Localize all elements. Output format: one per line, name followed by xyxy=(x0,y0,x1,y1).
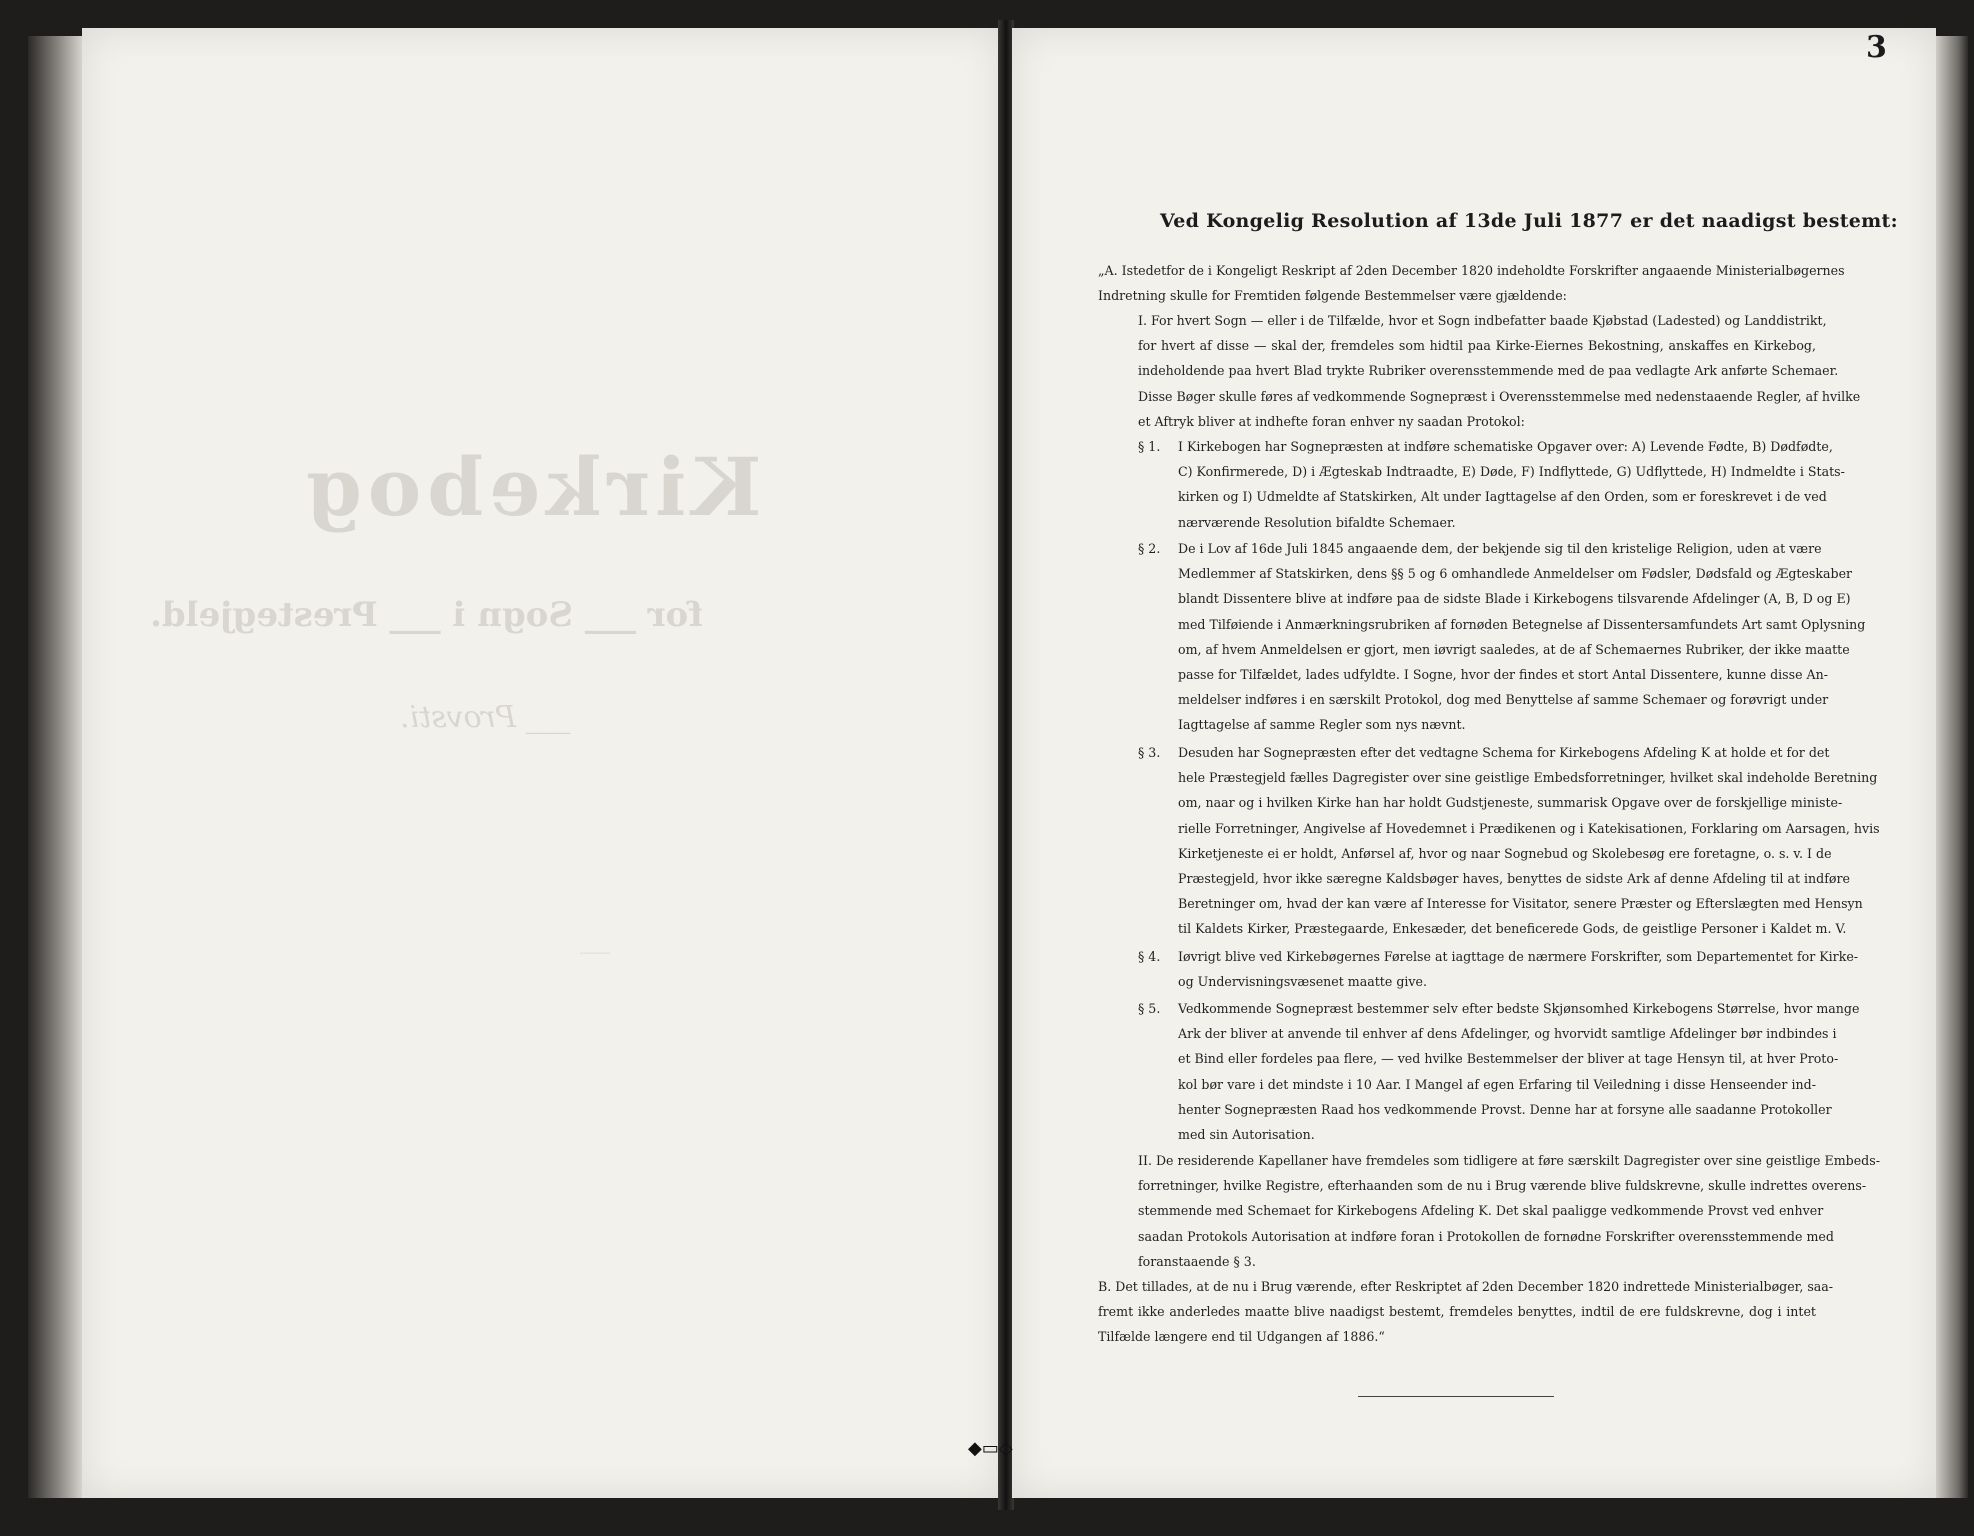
text-line: Præstegjeld, hvor ikke særegne Kaldsbøger haves, benyttes de sidste Ark af denne Afdeling til at indføre xyxy=(1178,870,1850,886)
text-line: nærværende Resolution bifaldte Schemaer. xyxy=(1178,514,1456,530)
bleed-through-line: ___ xyxy=(580,930,610,954)
left-page-edge xyxy=(28,36,82,1498)
paragraph-3 xyxy=(1178,740,1880,942)
text-line: Indretning skulle for Fremtiden følgende Bestemmelser være gjældende: xyxy=(1098,288,1567,304)
text-line: Tilfælde længere end til Udgangen af 1886.“ xyxy=(1098,1329,1385,1345)
text-line: til Kaldets Kirker, Præstegaarde, Enkesæder, det beneficerede Gods, de geistlige Personer i Kaldet m. V. xyxy=(1178,921,1847,937)
page-number: 3 xyxy=(1866,30,1887,65)
text-line: „A. Istedetfor de i Kongeligt Reskript af 2den December 1820 indeholdte Forskrifter angaaende Ministerialbøgernes xyxy=(1098,263,1845,278)
section-ii xyxy=(1138,1148,1880,1274)
text-line: meldelser indføres i en særskilt Protokol, dog med Benyttelse af samme Schemaer og forøvrigt under xyxy=(1178,692,1829,708)
binding-mark-icon: ◆▭◇ xyxy=(968,1438,1013,1459)
section-i xyxy=(1138,308,1861,434)
paragraph-label: § 3. xyxy=(1138,745,1161,760)
text-line: rielle Forretninger, Angivelse af Hovedemnet i Prædikenen og i Katekisationen, Forklaring om Aarsagen, hvis xyxy=(1178,820,1880,836)
text-line: Desuden har Sognepræsten efter det vedtagne Schema for Kirkebogens Afdeling K at holde et for det xyxy=(1178,745,1830,760)
text-line: om, af hvem Anmeldelsen er gjort, men iøvrigt saaledes, at de af Schemaernes Rubriker, der ikke maatte xyxy=(1178,641,1850,657)
text-line: Vedkommende Sognepræst bestemmer selv efter bedste Skjønsomhed Kirkebogens Størrelse, hvor mange xyxy=(1178,1001,1860,1016)
closing-rule xyxy=(1358,1396,1554,1397)
text-line: hele Præstegjeld fælles Dagregister over sine geistlige Embedsforretninger, hvilket skal indeholde Beretning xyxy=(1178,770,1878,786)
text-line: Iagttagelse af samme Regler som nys nævnt. xyxy=(1178,717,1466,733)
bleed-through-line: for ___ Sogn i ___ Prestegjeld. xyxy=(150,595,703,635)
left-page xyxy=(82,28,1002,1498)
text-line: Disse Bøger skulle føres af vedkommende Sognepræst i Overensstemmelse med nedenstaaende Regler, af hvilke xyxy=(1138,388,1861,404)
bleed-through-line: ___ Provsti. xyxy=(400,700,571,735)
text-line: foranstaaende § 3. xyxy=(1138,1253,1256,1269)
text-line: blandt Dissentere blive at indføre paa de sidste Blade i Kirkebogens tilsvarende Afdelinger (A, B, D og E) xyxy=(1178,591,1851,607)
text-line: med sin Autorisation. xyxy=(1178,1126,1315,1142)
paragraph-label: § 5. xyxy=(1138,1001,1161,1016)
text-line: B. Det tillades, at de nu i Brug værende, efter Reskriptet af 2den December 1820 indrettede Ministerialbøger, saa- xyxy=(1098,1279,1834,1294)
text-line: Medlemmer af Statskirken, dens §§ 5 og 6 omhandlede Anmeldelser om Fødsler, Dødsfald og Ægteskaber xyxy=(1178,566,1853,582)
text-line: et Bind eller fordeles paa flere, — ved hvilke Bestemmelser der bliver at tage Hensyn til, at hver Proto- xyxy=(1178,1051,1839,1067)
paragraph-label: § 2. xyxy=(1138,541,1161,556)
section-b xyxy=(1098,1274,1834,1350)
text-line: fremt ikke anderledes maatte blive naadigst bestemt, fremdeles benyttes, indtil de ere fuldskrevne, dog i intet xyxy=(1098,1304,1816,1320)
section-a xyxy=(1098,258,1845,308)
text-line: passe for Tilfældet, lades udfyldte. I Sogne, hvor der findes et stort Antal Dissentere, kunne disse An- xyxy=(1178,666,1829,682)
text-line: C) Konfirmerede, D) i Ægteskab Indtraadte, E) Døde, F) Indflyttede, G) Udflyttede, H) Indmeldte i Stats- xyxy=(1178,464,1845,480)
text-line: stemmende med Schemaet for Kirkebogens Afdeling K. Det skal paaligge vedkommende Provst ved enhver xyxy=(1138,1203,1824,1219)
text-line: henter Sognepræsten Raad hos vedkommende Provst. Denne har at forsyne alle saadanne Protokoller xyxy=(1178,1101,1832,1117)
text-line: kirken og I) Udmeldte af Statskirken, Alt under Iagttagelse af den Orden, som er foreskrevet i de ved xyxy=(1178,489,1827,505)
text-line: Ark der bliver at anvende til enhver af dens Afdelinger, og hvorvidt samtlige Afdelinger bør indbindes i xyxy=(1178,1026,1837,1042)
paragraph-5 xyxy=(1178,996,1860,1147)
paragraph-4 xyxy=(1178,944,1859,994)
text-line: Kirketjeneste ei er holdt, Anførsel af, hvor og naar Sognebud og Skolebesøg ere foretagne, o. s. v. I de xyxy=(1178,845,1832,861)
text-line: De i Lov af 16de Juli 1845 angaaende dem, der bekjende sig til den kristelige Religion, uden at være xyxy=(1178,541,1822,556)
text-line: forretninger, hvilke Registre, efterhaanden som de nu i Brug værende blive fuldskrevne, skulle indrettes overens- xyxy=(1138,1178,1867,1194)
text-line: og Undervisningsvæsenet maatte give. xyxy=(1178,974,1427,990)
paragraph-label: § 4. xyxy=(1138,949,1161,964)
right-page-edge xyxy=(1936,36,1968,1498)
text-line: kol bør vare i det mindste i 10 Aar. I Mangel af egen Erfaring til Veiledning i disse Henseender ind- xyxy=(1178,1076,1816,1092)
resolution-title: Ved Kongelig Resolution af 13de Juli 1877 er det naadigst bestemt: xyxy=(1160,210,1898,232)
text-line: saadan Protokols Autorisation at indføre foran i Protokollen de fornødne Forskrifter overensstemmende med xyxy=(1138,1228,1834,1244)
text-line: for hvert af disse — skal der, fremdeles som hidtil paa Kirke-Eiernes Bekostning, anskaffes en Kirkebog, xyxy=(1138,338,1816,354)
paragraph-1 xyxy=(1178,434,1845,535)
text-line: indeholdende paa hvert Blad trykte Rubriker overensstemmende med de paa vedlagte Ark anførte Schemaer. xyxy=(1138,363,1839,379)
text-line: I. For hvert Sogn — eller i de Tilfælde, hvor et Sogn indbefatter baade Kjøbstad (Ladested) og Landdistrikt, xyxy=(1138,313,1827,328)
bleed-through-title: Kirkebog xyxy=(300,440,762,534)
paragraph-label: § 1. xyxy=(1138,439,1161,454)
text-line: Iøvrigt blive ved Kirkebøgernes Førelse at iagttage de nærmere Forskrifter, som Departementet for Kirke- xyxy=(1178,949,1859,964)
text-line: Beretninger om, hvad der kan være af Interesse for Visitator, senere Præster og Efterslægten med Hensyn xyxy=(1178,896,1863,912)
text-line: om, naar og i hvilken Kirke han har holdt Gudstjeneste, summarisk Opgave over de forskjellige ministe- xyxy=(1178,795,1843,811)
text-line: med Tilføiende i Anmærkningsrubriken af fornøden Betegnelse af Dissentersamfundets Art samt Oplysning xyxy=(1178,616,1866,632)
text-line: II. De residerende Kapellaner have fremdeles som tidligere at føre særskilt Dagregister over sine geistlige Embeds- xyxy=(1138,1153,1880,1168)
text-line: I Kirkebogen har Sognepræsten at indføre schematiske Opgaver over: A) Levende Fødte, B) Dødfødte, xyxy=(1178,439,1833,454)
text-line: et Aftryk bliver at indhefte foran enhver ny saadan Protokol: xyxy=(1138,413,1525,429)
paragraph-2 xyxy=(1178,536,1866,738)
